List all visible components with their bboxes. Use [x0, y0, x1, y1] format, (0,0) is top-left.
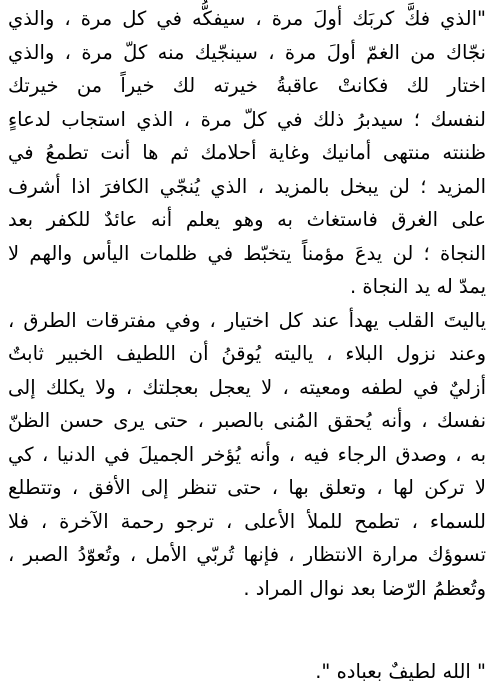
- text-line: ياليتَ القلب يهدأ عند كل اختيار ، وفي مفترقات الطرق ،: [8, 308, 486, 332]
- text-line: المزيد ؛ لن يبخل بالمزيد ، الذي يُنجّي الكافرَ اذا أشرف: [8, 174, 486, 198]
- text-line: يمدّ له يد النجاة .: [350, 275, 486, 298]
- text-line: به ، وصدق الرجاء فيه ، وأنه يُؤخر الجميلَ في الدنيا ، كي: [8, 442, 486, 466]
- text-line: نفسك ، وأنه يُحقق المُنى بالصبر ، حتى يرى حسن الظنّ: [8, 409, 486, 432]
- text-line: " الله لطيفٌ بعباده ".: [315, 660, 486, 683]
- text-line: وعند نزول البلاء ، ياليته يُوقنُ أن اللطيف الخبير ثابتٌ: [8, 342, 486, 365]
- text-line: للسماء ، تطمح للملأ الأعلى ، ترجو رحمة الآخرة ، فلا: [8, 509, 486, 533]
- text-line: النجاة ؛ لن يدعَ مؤمناً يتخبّط في ظلمات اليأس والهم لا: [8, 241, 486, 265]
- text-line: اختار لك فكانتْ عاقبةُ خيرته لك خيراً من خيرتك: [8, 74, 486, 97]
- text-line: على الغرق فاستغاث به وهو يعلم أنه عائدٌ للكفر بعد: [8, 208, 486, 231]
- text-line: تسوؤك مرارة الانتظار ، فإنها تُربّي الأمل ، وتُعوّدُ الصبر ،: [8, 543, 486, 566]
- paragraph-1: [8, 2, 486, 304]
- text-line: نجّاك من الغمّ أولَ مرة ، سينجّيك منه كلّ مرة ، والذي: [8, 40, 486, 64]
- spacer: [8, 605, 486, 655]
- text-line: ظننته منتهى أمانيك وغاية أحلامك ثم ها أنت تطمعُ في: [8, 141, 486, 164]
- text-line: لا تركن لها ، وتعلق بها ، حتى تنظر إلى الأفق ، وتتطلع: [8, 476, 486, 499]
- text-line: "الذي فكَّ كربَك أولَ مرة ، سيفكُّه في كل مرة ، والذي: [8, 7, 486, 30]
- text-line: لنفسك ؛ سيدبرُ ذلك في كلّ مرة ، الذي استجاب لدعاءٍ: [8, 107, 486, 131]
- text-line: وتُعظمُ الرّضا بعد نوال المراد .: [243, 576, 486, 600]
- text-line: أزليٌ في لطفه ومعيته ، لا يعجل بعجلتك ، ولا يكلك إلى: [8, 375, 486, 399]
- closing-quote: [8, 655, 486, 689]
- paragraph-2: [8, 304, 486, 606]
